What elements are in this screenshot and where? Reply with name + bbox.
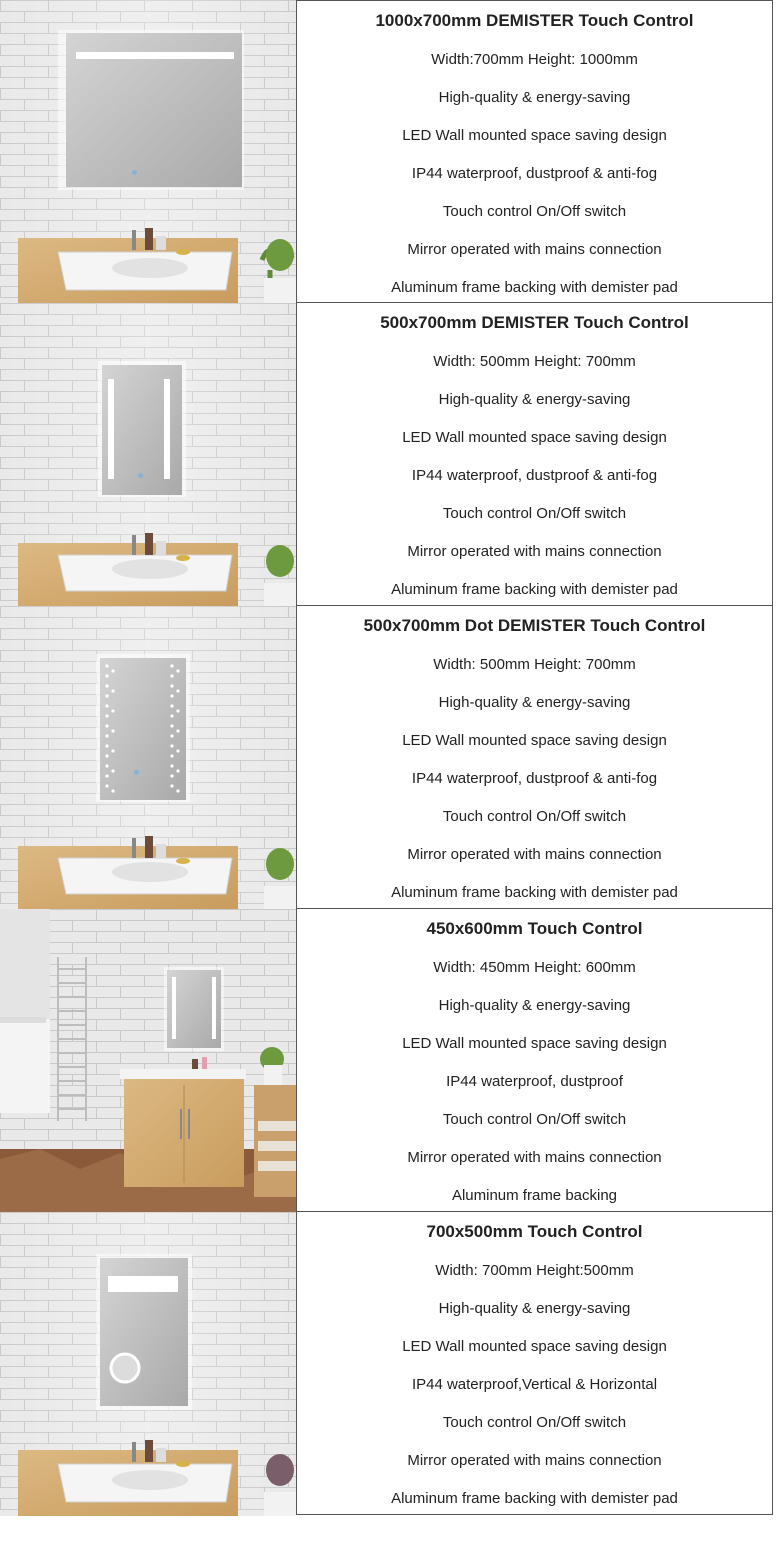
spec-power: Mirror operated with mains connection <box>407 1452 662 1469</box>
spec-power: Mirror operated with mains connection <box>407 241 662 258</box>
product-row <box>0 606 776 910</box>
product-photo <box>0 909 296 1213</box>
spec-waterproof: IP44 waterproof, dustproof & anti-fog <box>411 165 658 182</box>
spec-quality: High-quality & energy-saving <box>438 694 631 711</box>
spec-dimensions: Width: 700mm Height:500mm <box>435 1262 634 1279</box>
spec-quality: High-quality & energy-saving <box>438 391 631 408</box>
spec-design: LED Wall mounted space saving design <box>402 1035 667 1052</box>
product-title: 450x600mm Touch Control <box>426 919 643 938</box>
product-details <box>296 909 773 1212</box>
product-photo <box>0 1212 296 1516</box>
spec-frame: Aluminum frame backing with demister pad <box>391 581 678 598</box>
spec-waterproof: IP44 waterproof, dustproof & anti-fog <box>411 467 658 484</box>
product-details <box>296 303 773 606</box>
spec-dimensions: Width: 500mm Height: 700mm <box>433 353 636 370</box>
spec-waterproof: IP44 waterproof, dustproof & anti-fog <box>411 770 658 787</box>
spec-dimensions: Width: 500mm Height: 700mm <box>433 656 636 673</box>
spec-power: Mirror operated with mains connection <box>407 846 662 863</box>
spec-frame: Aluminum frame backing <box>451 1187 618 1204</box>
product-title: 500x700mm DEMISTER Touch Control <box>380 313 689 332</box>
spec-design: LED Wall mounted space saving design <box>402 732 667 749</box>
spec-waterproof: IP44 waterproof, dustproof <box>446 1073 623 1090</box>
product-row <box>0 303 776 607</box>
spec-design: LED Wall mounted space saving design <box>402 127 667 144</box>
product-photo <box>0 606 296 910</box>
product-row <box>0 1212 776 1516</box>
product-title: 1000x700mm DEMISTER Touch Control <box>375 11 694 30</box>
spec-power: Mirror operated with mains connection <box>407 1149 662 1166</box>
spec-frame: Aluminum frame backing with demister pad <box>391 884 678 901</box>
spec-dimensions: Width: 450mm Height: 600mm <box>433 959 636 976</box>
spec-waterproof: IP44 waterproof,Vertical & Horizontal <box>411 1376 658 1393</box>
product-photo <box>0 0 296 304</box>
product-title: 700x500mm Touch Control <box>426 1222 643 1241</box>
spec-switch: Touch control On/Off switch <box>442 1111 627 1128</box>
spec-design: LED Wall mounted space saving design <box>402 429 667 446</box>
spec-frame: Aluminum frame backing with demister pad <box>391 1490 678 1507</box>
product-details <box>296 606 773 909</box>
spec-switch: Touch control On/Off switch <box>442 808 627 825</box>
spec-frame: Aluminum frame backing with demister pad <box>391 279 678 296</box>
product-details <box>296 0 773 303</box>
product-row <box>0 909 776 1213</box>
spec-quality: High-quality & energy-saving <box>438 1300 631 1317</box>
spec-quality: High-quality & energy-saving <box>438 89 631 106</box>
product-title: 500x700mm Dot DEMISTER Touch Control <box>363 616 706 635</box>
spec-dimensions: Width:700mm Height: 1000mm <box>431 51 638 68</box>
spec-switch: Touch control On/Off switch <box>442 203 627 220</box>
spec-switch: Touch control On/Off switch <box>442 1414 627 1431</box>
spec-switch: Touch control On/Off switch <box>442 505 627 522</box>
product-photo <box>0 303 296 607</box>
spec-quality: High-quality & energy-saving <box>438 997 631 1014</box>
product-row <box>0 0 776 304</box>
product-details <box>296 1212 773 1515</box>
spec-power: Mirror operated with mains connection <box>407 543 662 560</box>
spec-design: LED Wall mounted space saving design <box>402 1338 667 1355</box>
